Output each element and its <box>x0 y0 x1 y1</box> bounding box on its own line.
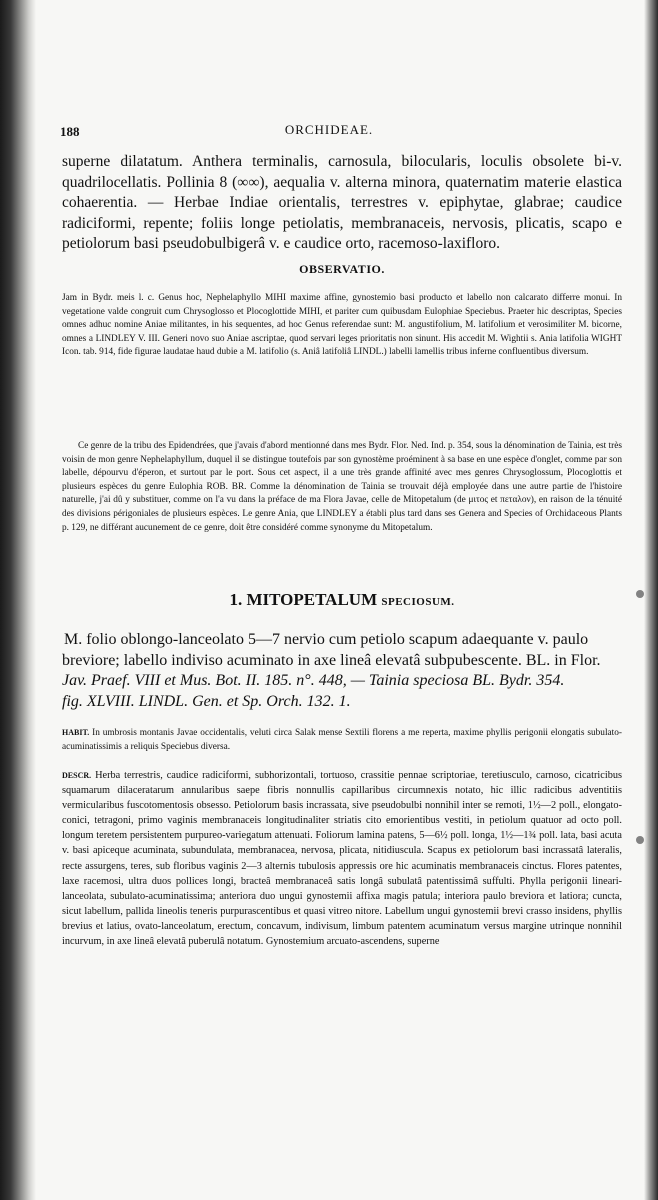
observatio-paragraph-block <box>62 292 622 360</box>
binding-hole-mark <box>636 836 644 844</box>
french-note-paragraph: Ce genre de la tribu des Epidendrées, que j'avais d'abord mentionné dans mes Bydr. Flor. Ned. Ind. p. 354, sous la dénomination de Tainia, est très voisin de mon genre Nephelaphyllum, duquel il se distingue toutefois par son gynostème proéminent à sa base en une espèce d'onglet, comme par son labelle, dépourvu d'éperon, et surtout par le port. Sous cet aspect, il a une très grande affinité avec mes genres Chrysoglossum, Plocoglottis et plusieurs espèces du genre Eulophia ROB. BR. Comme la dénomination de Tainia se trouvait déjà employée dans une autre partie de l'histoire naturelle, j'ai dû y substituer, comme on l'a vu dans la préface de ma Flora Javae, celle de Mitopetalum (de μιτος et πεταλον), en raison de la ténuité des divisions périgoniales de plusieurs espèces. Le genre Ania, que LINDLEY a établi plus tard dans ses Genera and Species of Orchidaceous Plants p. 129, ne différant aucunement de ce genre, doit être considéré comme synonyme du Mitopetalum. <box>62 441 622 533</box>
description-paragraph <box>62 768 622 949</box>
page-number: 188 <box>60 124 80 139</box>
intro-paragraph-block <box>62 152 622 255</box>
description-text: Herba terrestris, caudice radiciformi, subhorizontali, tortuoso, crassitie pennae scriptoriae, teretiusculo, carnoso, cicatricibus squamarum dilaceratarum annularibus saepe fibris nonnullis capillaribus circumnexis notato, hic illic radicibus adventitiis vermicularibus fuscotomentosis obsesso. Petiolorum basis incrassata, sive pseudobulbi nonnihil inter se remoti, 1½—2 poll., elongato-conici, tetragoni, primo vaginis membranaceis longitudinaliter striatis cito emorientibus vestiti, in petiolum quatuor ad octo poll. longum teretem persistentem purpureo-variegatum attenuati. Foliorum lamina patens, 5—6½ poll. longa, 1½—1¾ poll. lata, basi acuta v. basi apiceque acuminata, subundulata, membranacea, nervosa, plicata, nitidiuscula. Scapus ex petiolorum basi incrassatâ lateralis, recte assurgens, teres, sub floribus vaginis 2—3 alternis tubulosis appressis ore hic acuminatis membranaceis cinctus. Flores patentes, laxe racemosi, ultra duos pollices longi, bracteâ membranaceâ satis longâ subulatâ patentissimâ suffulti. Phylla perigonii lineari-lanceolata, subulato-acuminatissima; anteriora duo ungui gynostemii affixa magis patula; interiora paulo breviora et latiora; cuncta, sicut labellum, pallida lineolis teneris purpurascentibus et quasi vitreo nitore. Labellum ungui gynostemii brevi crasso insidens, phyllis brevius et latius, ovato-lanceolatum, erectum, concavum, indivisum, limbum patentem acuminatum versus margine utrinque nonnihil incurvum, in axe lineâ elevatâ puberulâ notatum. Gynostemium arcuato-ascendens, superne <box>62 770 622 948</box>
description-block <box>62 768 622 949</box>
species-number: 1. <box>229 590 243 609</box>
observatio-heading-block <box>62 262 622 282</box>
species-title <box>62 590 622 610</box>
description-label: DESCR. <box>62 771 92 780</box>
diagnosis-paragraph <box>62 630 622 712</box>
habitat-label: HABIT. <box>62 728 90 737</box>
habitat-paragraph <box>62 726 622 754</box>
running-head: ORCHIDEAE. <box>284 122 374 137</box>
diagnosis-line: M. folio oblongo-lanceolato 5—7 nervio cum petiolo scapum adaequante v. paulo <box>64 631 589 648</box>
diagnosis-line: Jav. Praef. VIII et Mus. Bot. II. 185. n°. 448, — Tainia speciosa BL. Bydr. 354. <box>62 672 565 689</box>
diagnosis-line: fig. XLVIII. LINDL. Gen. et Sp. Orch. 132. 1. <box>62 692 351 710</box>
species-genus: MITOPETALUM <box>246 590 378 609</box>
diagnosis-line: breviore; labello indiviso acuminato in axe lineâ elevatâ subpubescente. BL. in Flor. <box>62 651 601 669</box>
binding-hole-mark <box>636 590 644 598</box>
diagnosis-block <box>62 630 622 712</box>
intro-paragraph: superne dilatatum. Anthera terminalis, carnosula, bilocularis, loculis obsolete bi-v. quadrilocellatis. Pollinia 8 (∞∞), aequalia v. alterna minora, quaternatim materie elastica cohaerentia. — Herbae Indiae orientalis, terrestres v. epiphytae, glabrae; caudice radiciformi, repente; foliis longe petiolatis, membranaceis, nervosis, plicatis, scapo e petiolorum basi pseudobulbigerâ v. e caudice orto, racemoso-laxifloro. <box>62 153 622 252</box>
species-epithet: SPECIOSUM. <box>381 596 455 608</box>
species-title-block <box>62 590 622 614</box>
observatio-paragraph: Jam in Bydr. meis l. c. Genus hoc, Nephelaphyllo MIHI maxime affine, gynostemio basi producto et labello non calcarato differre monui. In vegetatione valde congruit cum Chrysoglosso et Plocoglottide MIHI, et pariter cum quibusdam Eulophiae Speciebus. Praeter hic descriptas, Species omnes adhuc nomine Aniae militantes, in his sequentes, ad hoc Genus referendae sunt: M. angustifolium, M. latifolium et verosimiliter M. bicorne, omnes a LINDLEY V. III. Generi novo suo Aniae ascriptae, quod servari leges prioritatis non sinunt. His accedit M. Wightii s. Ania latifolia WIGHT Icon. tab. 914, fide figurae laudatae haud dubie a M. latifolio (s. Aniâ latifoliâ LINDL.) labelli lamellis tribus inferne confluentibus diversum. <box>62 293 622 358</box>
page-header <box>60 120 598 140</box>
observatio-heading: OBSERVATIO. <box>299 262 385 276</box>
habitat-block <box>62 726 622 754</box>
french-note-block <box>62 440 622 535</box>
habitat-text: In umbrosis montanis Javae occidentalis, veluti circa Salak mense Sextili florens a me reperta, maxime phyllis perigonii elongatis subulato-acuminatissimis a reliquis Speciebus diversa. <box>62 728 622 752</box>
